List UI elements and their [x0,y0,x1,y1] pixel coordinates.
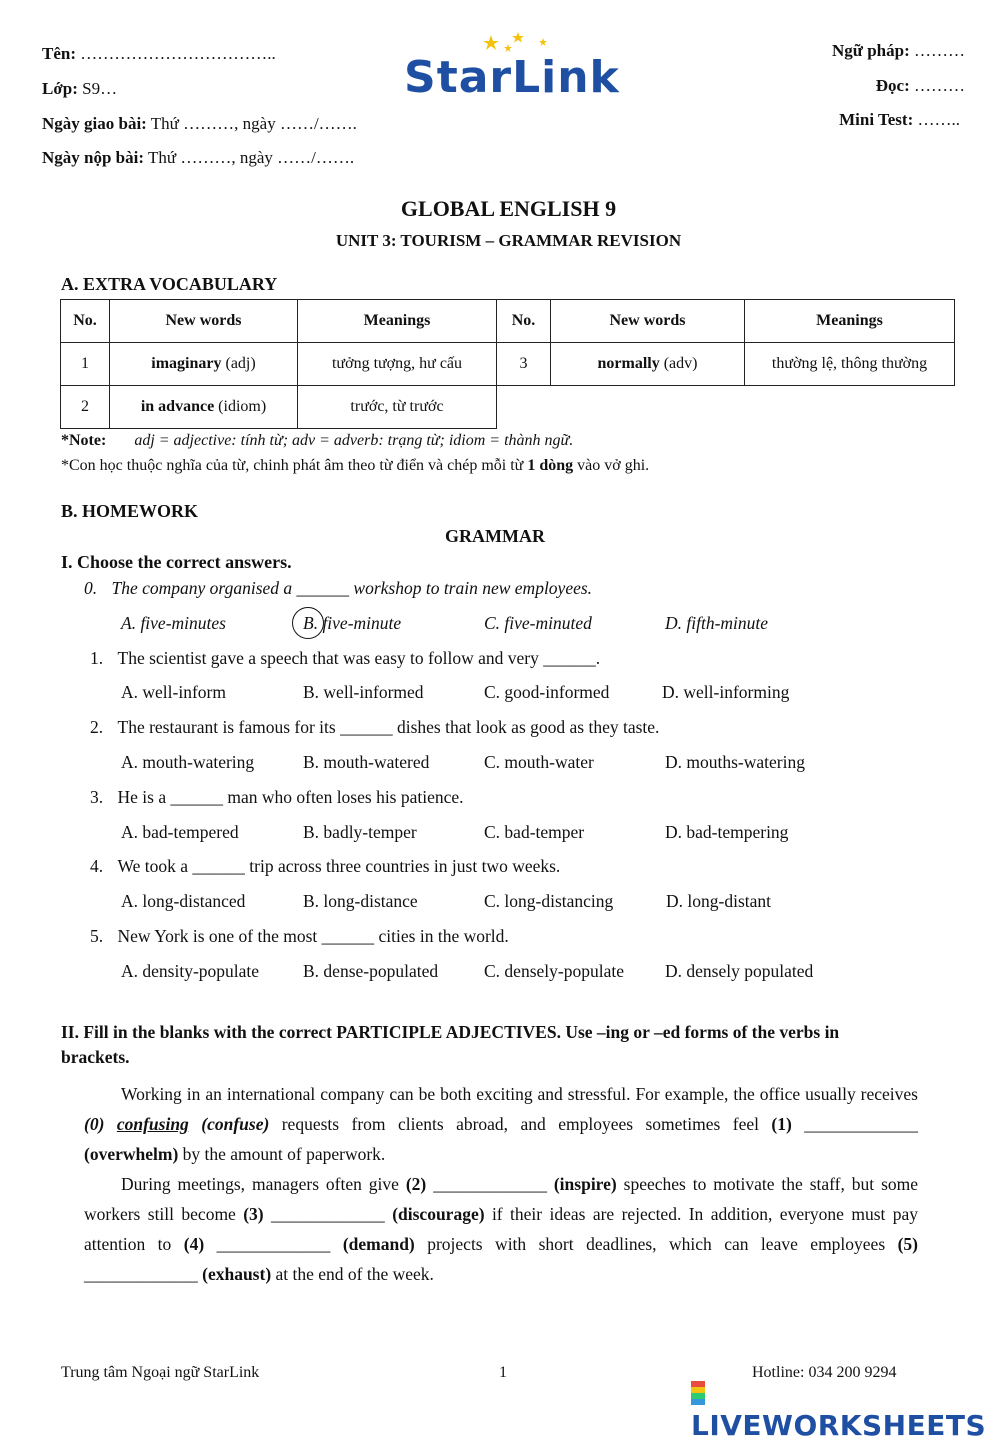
section-b-title: B. HOMEWORK [61,501,199,521]
row-meaning: trước, từ trước [298,386,497,429]
submit-date-label: Ngày nộp bài: [42,148,145,167]
question-number: 2. [90,717,104,737]
paragraph-1 [84,1079,918,1169]
question-text: We took a ______ trip across three countries in just two weeks. [117,856,561,876]
question-number: 5. [90,926,104,946]
q1-option-d[interactable]: D. well-informing [662,682,790,702]
row-meaning: tưởng tượng, hư cấu [298,343,497,386]
submit-date-value: Thứ ………, ngày ……/……. [147,148,355,167]
blank-1-verb: (overwhelm) [84,1144,179,1164]
starlink-logo [400,30,640,105]
blank-2-verb: (inspire) [553,1174,617,1194]
q2-option-a[interactable]: A. mouth-watering [121,752,255,772]
assign-date-value: Thứ ………, ngày ……/……. [150,114,357,133]
header-meanings: Meanings [298,300,497,343]
instruction-text-end: vào vở ghi. [573,457,650,474]
empty-cell [497,386,551,429]
question-3 [90,787,464,808]
question-2 [90,717,659,738]
minitest-score-label: Mini Test: [839,110,914,129]
passage-text: requests from clients abroad, and employees sometimes feel [269,1114,772,1134]
name-field [42,44,276,64]
grammar-heading: GRAMMAR [445,526,545,546]
example-option-d: D. fifth-minute [665,613,769,633]
blank-5-input[interactable]: _____________ [84,1264,198,1284]
reading-score-value: ……… [914,76,965,95]
q3-option-c[interactable]: C. bad-temper [484,822,585,842]
passage-text: by the amount of paperwork. [178,1144,386,1164]
example-option-b: B. five-minute [303,613,402,633]
blank-3-input[interactable]: _____________ [271,1204,385,1224]
example-verb: (confuse) [201,1114,270,1134]
row-no: 2 [61,386,110,429]
answer-circle-icon [292,607,324,639]
blank-4-input[interactable]: _____________ [216,1234,331,1254]
example-option-a: A. five-minutes [121,613,226,633]
part-1-title: I. Choose the correct answers. [61,552,292,572]
blank-3-verb: (discourage) [392,1204,485,1224]
table-header-row [61,300,955,343]
q2-option-b[interactable]: B. mouth-watered [303,752,430,772]
blank-1-input[interactable]: _____________ [804,1114,919,1134]
q3-option-b[interactable]: B. badly-temper [303,822,417,842]
word: in advance [140,398,215,415]
blank-5-verb: (exhaust) [202,1264,272,1284]
footer-hotline: Hotline: 034 200 9294 [752,1364,897,1381]
vocab-instruction [61,457,649,475]
q4-option-a[interactable]: A. long-distanced [121,891,246,911]
example-question [84,578,592,599]
q1-option-c[interactable]: C. good-informed [484,682,610,702]
question-text: The restaurant is famous for its ______ dishes that look as good as they taste. [117,717,660,737]
question-text: He is a ______ man who often loses his patience. [117,787,464,807]
q4-option-c[interactable]: C. long-distancing [484,891,614,911]
question-number: 1. [90,648,104,668]
reading-score [876,76,965,96]
assign-date-label: Ngày giao bài: [42,114,147,133]
row-word-2 [551,343,745,386]
q1-option-a[interactable]: A. well-inform [121,682,226,702]
row-meaning-2: thường lệ, thông thường [745,343,955,386]
name-value: …………………………….. [80,44,276,63]
vocab-note [61,432,573,450]
question-text: The scientist gave a speech that was easy to follow and very ______. [117,648,601,668]
q4-option-b[interactable]: B. long-distance [303,891,418,911]
class-value: S9… [82,79,118,98]
header-no: No. [61,300,110,343]
q5-option-b[interactable]: B. dense-populated [303,961,439,981]
header-new-words: New words [110,300,298,343]
question-1 [90,648,600,669]
reading-score-label: Đọc: [875,76,910,95]
q3-option-a[interactable]: A. bad-tempered [121,822,239,842]
passage-text: projects with short deadlines, which can leave employees [414,1234,898,1254]
table-row [61,386,955,429]
logo-text: StarLink [404,52,620,103]
row-no-2: 3 [497,343,551,386]
passage-text: During meetings, managers often give [121,1174,406,1194]
minitest-score-value: …….. [917,110,960,129]
blank-3-number: (3) [243,1204,264,1224]
question-text: New York is one of the most ______ cities in the world. [117,926,509,946]
example-answer: confusing [116,1114,189,1134]
grammar-score [832,41,965,61]
q5-option-a[interactable]: A. density-populate [121,961,260,981]
part-of-speech: (adv) [663,355,698,372]
row-word [110,343,298,386]
q5-option-d[interactable]: D. densely populated [665,961,814,981]
header-new-words-2: New words [551,300,745,343]
question-4 [90,856,560,877]
footer-center-name: Trung tâm Ngoại ngữ StarLink [61,1364,260,1381]
instruction-text: *Con học thuộc nghĩa của từ, chinh phát âm theo từ điển và chép mỗi từ [61,457,528,474]
passage [84,1079,918,1289]
example-number: (0) [84,1114,105,1134]
minitest-score [839,110,960,130]
watermark-text: LIVEWORKSHEETS [691,1409,987,1442]
part-2-title: II. Fill in the blanks with the correct PARTICIPLE ADJECTIVES. Use –ing or –ed forms of the verbs in brackets. [61,1022,840,1067]
q2-option-c[interactable]: C. mouth-water [484,752,594,772]
question-number: 3. [90,787,104,807]
grammar-score-label: Ngữ pháp: [831,41,910,60]
header-meanings-2: Meanings [745,300,955,343]
question-text: The company organised a ______ workshop to train new employees. [111,578,593,598]
blank-2-input[interactable]: _____________ [433,1174,547,1194]
liveworksheets-watermark [691,1376,1000,1442]
question-number: 0. [84,578,98,598]
blank-4-number: (4) [183,1234,205,1254]
header-no-2: No. [497,300,551,343]
word: imaginary [151,355,222,372]
table-row [61,343,955,386]
blank-2-number: (2) [405,1174,427,1194]
q3-option-d[interactable]: D. bad-tempering [665,822,789,842]
q1-option-b[interactable]: B. well-informed [303,682,424,702]
question-5 [90,926,509,947]
empty-cell [745,386,955,429]
blank-4-verb: (demand) [342,1234,415,1254]
note-text: adj = adjective: tính từ; adv = adverb: trạng từ; idiom = thành ngữ. [134,432,574,449]
example-option-c: C. five-minuted [484,613,592,633]
blank-1-number: (1) [771,1114,792,1134]
empty-cell [551,386,745,429]
q5-option-c[interactable]: C. densely-populate [484,961,624,981]
page-title: GLOBAL ENGLISH 9 [400,196,617,221]
note-label: *Note: [61,432,107,449]
name-label: Tên: [42,44,76,63]
paragraph-2 [84,1169,918,1289]
liveworksheets-logo-icon [691,1381,705,1405]
word: normally [597,355,660,372]
q4-option-d[interactable]: D. long-distant [666,891,771,911]
part-of-speech: (adj) [225,355,256,372]
passage-text: speeches to motivate the staff, but some workers still become [84,1174,919,1224]
grammar-score-value: ……… [914,41,965,60]
passage-text: at the end of the week. [271,1264,434,1284]
submit-date-field [42,148,354,168]
instruction-bold: 1 dòng [527,457,574,474]
passage-text: Working in an international company can be both exciting and stressful. For example, the office usually receives [121,1084,918,1104]
class-label: Lớp: [42,79,78,98]
row-word [110,386,298,429]
row-no: 1 [61,343,110,386]
question-number: 4. [90,856,104,876]
page-number: 1 [499,1364,507,1381]
passage-text: if their ideas are rejected. In addition, everyone must pay attention to [84,1204,919,1254]
page-subtitle: UNIT 3: TOURISM – GRAMMAR REVISION [335,231,682,250]
blank-5-number: (5) [897,1234,918,1254]
class-field [42,79,117,99]
section-a-title: A. EXTRA VOCABULARY [61,274,278,294]
part-of-speech: (idiom) [218,398,267,415]
assign-date-field [42,114,357,134]
vocabulary-table [60,299,955,429]
q2-option-d[interactable]: D. mouths-watering [665,752,805,772]
